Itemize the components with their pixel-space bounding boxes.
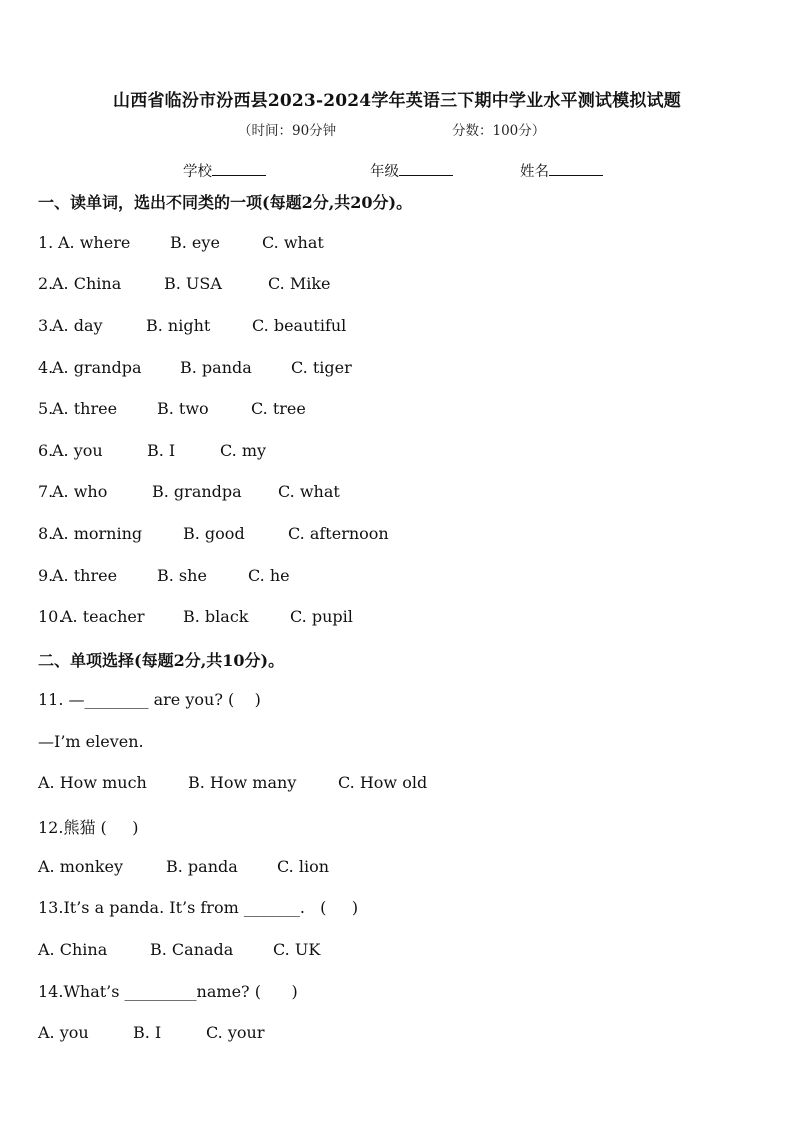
question-number: 10. — [38, 607, 64, 626]
option-b: B. grandpa — [152, 482, 242, 501]
question-number: 3. — [38, 316, 54, 335]
q12-option-c: C. lion — [277, 857, 330, 876]
question-number: 2. — [38, 274, 54, 293]
question-number: 6. — [38, 441, 54, 460]
school-label: 学校 — [183, 164, 212, 180]
q14-option-c: C. your — [206, 1023, 265, 1042]
q11-option-c: C. How old — [338, 773, 428, 792]
option-b: B. good — [183, 524, 245, 543]
school-blank[interactable] — [212, 161, 266, 176]
option-c: C. Mike — [268, 274, 331, 293]
question-number: 5. — [38, 399, 54, 418]
option-b: B. two — [157, 399, 209, 418]
q11-option-a: A. How much — [38, 773, 147, 792]
option-a: A. three — [52, 566, 118, 585]
question-14-stem: 14.What’s _________name? ( ) — [38, 982, 298, 1001]
question-number: 9. — [38, 566, 54, 585]
option-b: B. I — [147, 441, 176, 460]
option-b: B. eye — [170, 233, 220, 252]
q12-option-b: B. panda — [166, 857, 238, 876]
q13-option-b: B. Canada — [150, 940, 234, 959]
option-a: A. who — [52, 482, 108, 501]
grade-label: 年级 — [370, 164, 399, 180]
grade-field[interactable] — [370, 160, 453, 181]
option-c: C. my — [220, 441, 267, 460]
question-12-stem: 12.熊猫 ( ) — [38, 818, 139, 837]
option-c: C. afternoon — [288, 524, 389, 543]
option-a: A. teacher — [61, 607, 145, 626]
name-blank[interactable] — [549, 161, 603, 176]
q13-option-c: C. UK — [273, 940, 321, 959]
q14-option-b: B. I — [133, 1023, 162, 1042]
option-a: A. China — [52, 274, 122, 293]
option-c: C. tree — [251, 399, 306, 418]
option-b: B. USA — [164, 274, 222, 293]
option-b: B. black — [183, 607, 249, 626]
question-11-stem: 11. —________ are you? ( ) — [38, 690, 261, 709]
exam-time: （时间：90分钟 — [238, 123, 337, 139]
option-c: C. what — [278, 482, 340, 501]
q12-option-a: A. monkey — [38, 857, 124, 876]
section2-heading: 二、单项选择(每题2分,共10分)。 — [38, 651, 285, 670]
q11-option-b: B. How many — [188, 773, 297, 792]
option-c: C. what — [262, 233, 324, 252]
name-label: 姓名 — [520, 164, 549, 180]
option-a: A. three — [52, 399, 118, 418]
option-c: C. he — [248, 566, 290, 585]
option-a: A. day — [52, 316, 103, 335]
option-a: A. grandpa — [52, 358, 142, 377]
question-number: 1. — [38, 233, 59, 252]
question-number: 4. — [38, 358, 54, 377]
option-b: B. she — [157, 566, 207, 585]
option-c: C. tiger — [291, 358, 352, 377]
question-number: 8. — [38, 524, 54, 543]
name-field[interactable] — [520, 160, 603, 181]
option-b: B. panda — [180, 358, 252, 377]
question-11-reply: —I’m eleven. — [38, 732, 144, 751]
school-field[interactable] — [183, 160, 266, 181]
option-a: A. you — [52, 441, 103, 460]
question-number: 7. — [38, 482, 54, 501]
q13-option-a: A. China — [38, 940, 108, 959]
option-b: B. night — [146, 316, 211, 335]
section1-heading: 一、读单词，选出不同类的一项(每题2分,共20分)。 — [38, 193, 413, 212]
option-a: A. morning — [52, 524, 143, 543]
option-c: C. pupil — [290, 607, 353, 626]
grade-blank[interactable] — [399, 161, 453, 176]
q14-option-a: A. you — [38, 1023, 89, 1042]
option-a: A. where — [58, 233, 131, 252]
exam-score: 分数：100分） — [452, 123, 546, 139]
question-13-stem: 13.It’s a panda. It’s from _______. ( ) — [38, 898, 359, 917]
exam-title: 山西省临汾市汾西县2023-2024学年英语三下期中学业水平测试模拟试题 — [113, 91, 681, 111]
option-c: C. beautiful — [252, 316, 347, 335]
